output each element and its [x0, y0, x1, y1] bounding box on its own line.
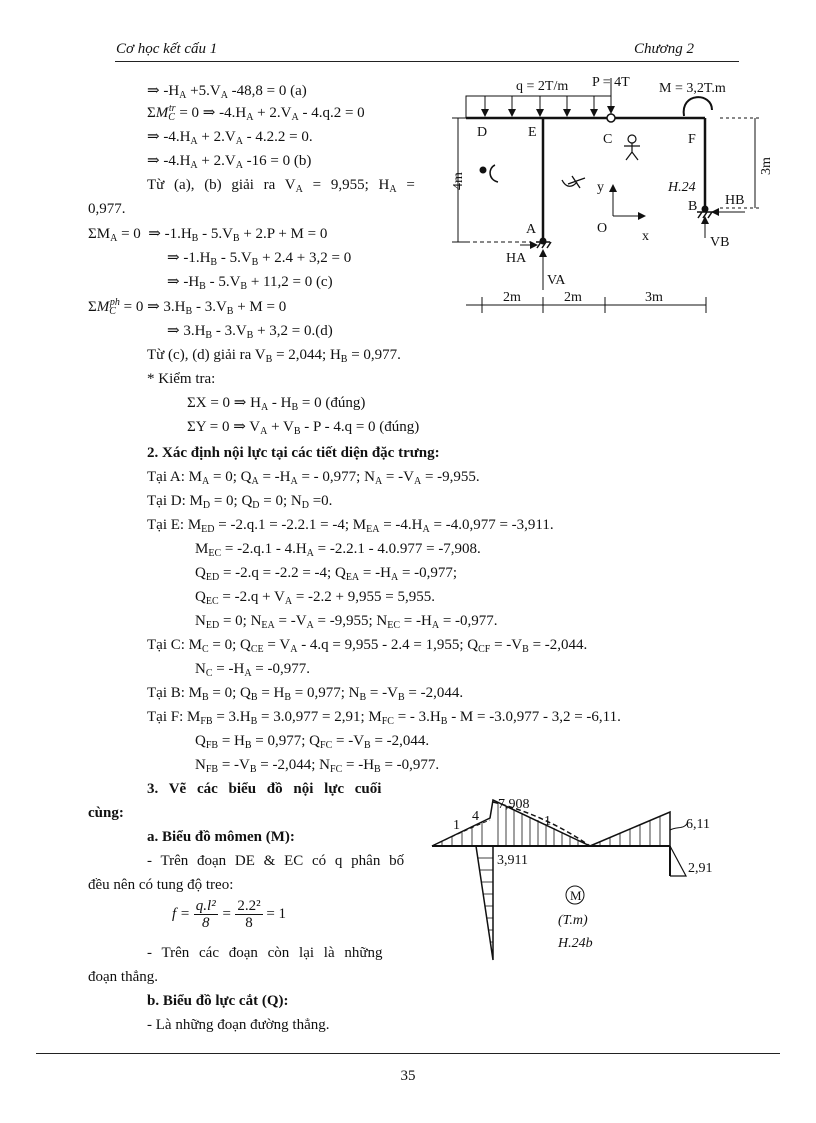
eq-d: ⇒ $3.H_B - 3.V_B + 3,2 = 0.(d)$ [167, 323, 333, 341]
moment-note-1: - Trên đoạn DE & EC có q phân bố [147, 853, 405, 869]
moment-diagram-figure [415, 790, 755, 980]
value-7908: 7,908 [498, 797, 530, 812]
unit-tm: (T.m) [558, 913, 588, 928]
moment-diagram-heading: a. Biểu đồ mômen (M): [147, 829, 295, 845]
value-1-left: 1 [453, 818, 460, 833]
moment-note-2: đều nên có tung độ treo: [88, 877, 234, 893]
label-hb: HB [725, 193, 745, 208]
check-y: ΣY = 0 ⇒ $V_A + V_B - P - 4.q = 0$ (đúng) [187, 419, 420, 437]
label-f: F [688, 132, 696, 147]
at-f-1: Tại F: $M_{FB} = 3.H_B = 3.0,977 = 2,91$; $M_{FC}$ = - $3.H_B - M = -3.0,977 - 3,2 = -6,11$. [147, 709, 621, 727]
label-d: D [477, 125, 488, 140]
header-chapter-title: Cơ học kết cấu 1 [116, 41, 218, 57]
eq-ma-num: ⇒ $-1.H_B - 5.V_B + 2.4 + 3,2 = 0$ [167, 250, 352, 268]
sag-formula: f = $\frac{\text{q.l²}}{8}$ = $\frac{\text{2.2²}}{8}$ = 1 [172, 898, 287, 931]
label-dim-3: 3m [645, 290, 663, 305]
eq-mc-left: $\Sigma M_C^{tr} = 0$ ⇒ $-4.H_A + 2.V_A - 4.q.2 = 0$ [147, 103, 365, 123]
at-f-3: $N_{FB} = -V_B = -2,044$; $N_{FC} = -H_B = -0,977$. [195, 757, 440, 775]
label-ha: HA [506, 251, 527, 266]
label-dim-2: 2m [564, 290, 582, 305]
label-p: P = 4T [592, 75, 630, 90]
at-e-1: Tại E: $M_{ED} = -2.q.1 = -2.2.1 = -4$; $M_{EA} = -4.H_A = -4.0,977 = -3,911$. [147, 517, 554, 535]
applied-moment [684, 97, 712, 116]
check-heading: * Kiểm tra: [147, 371, 216, 387]
eq-b: ⇒ $-4.H_A + 2.V_A$ -16 = 0 (b) [147, 153, 312, 171]
section-3-heading: 3. Vẽ các biểu đồ nội lực cuối [147, 781, 382, 797]
eq-mc-right: $\Sigma M_C^{ph} = 0$ ⇒ $3.H_B - 3.V_B + M = 0$ [88, 297, 287, 317]
value-3911: 3,911 [497, 853, 528, 868]
label-m: M = 3,2T.m [659, 81, 726, 96]
label-y: y [597, 180, 604, 195]
value-1-right: 1 [544, 814, 551, 829]
at-d: Tại D: $M_D = 0$; $Q_D = 0$; $N_D =0$. [147, 493, 333, 511]
label-q: q = 2T/m [516, 79, 569, 94]
moment-note-3: - Trên các đoạn còn lại là những [147, 945, 383, 961]
solve-ab-cont: 0,977. [88, 201, 126, 217]
at-a: Tại A: $M_A = 0$; $Q_A = -H_A$ = - 0,977; $N_A = -V_A = -9,955$. [147, 469, 480, 487]
check-x: ΣX = 0 ⇒ $H_A - H_B = 0$ (đúng) [187, 395, 366, 413]
at-b: Tại B: $M_B = 0$; $Q_B = H_B = 0,977$; $N_B = -V_B = -2,044$. [147, 685, 464, 703]
section-2-heading: 2. Xác định nội lực tại các tiết diện đặc trưng: [147, 445, 440, 461]
eq-ma: $\Sigma M_A = 0$ ⇒ $-1.H_B - 5.V_B + 2.P + M = 0$ [88, 226, 328, 244]
label-c: C [603, 132, 613, 147]
symbol-m: M [570, 888, 582, 903]
at-e-4: $Q_{EC} = -2.q + V_A = -2.2 + 9,955 = 5,955$. [195, 589, 435, 607]
value-611: 6,11 [686, 817, 710, 832]
at-e-2: $M_{EC} = -2.q.1 - 4.H_A = -2.2.1 - 4.0.977 = -7,908$. [195, 541, 481, 559]
shear-diagram-heading: b. Biểu đồ lực cắt (Q): [147, 993, 289, 1009]
at-c-2: $N_C = -H_A = -0,977$. [195, 661, 311, 679]
header-chapter-number: Chương 2 [634, 41, 694, 57]
frame-structure-figure [440, 70, 780, 320]
header-rule [115, 61, 739, 62]
footer-rule [36, 1053, 780, 1054]
at-c-1: Tại C: $M_C = 0$; $Q_{CE} = V_A - 4.q = 9,955 - 2.4 = 1,955$; $Q_{CF} = -V_B = -2,044$. [147, 637, 588, 655]
caption-h24: H.24 [668, 180, 696, 195]
value-4: 4 [472, 809, 479, 824]
at-e-3: $Q_{ED} = -2.q = -2.2 = -4$; $Q_{EA} = -H_A = -0,977$; [195, 565, 458, 583]
label-x: x [642, 229, 649, 244]
solve-ab: Từ (a), (b) giải ra $V_A = 9,955$; $H_A$ = [147, 177, 415, 195]
hinge-c [607, 114, 615, 122]
section-3-heading-cont: cùng: [88, 805, 124, 821]
label-b: B [688, 199, 698, 214]
shear-note: - Là những đoạn đường thẳng. [147, 1017, 330, 1033]
label-e: E [528, 125, 537, 140]
moment-note-4: đoạn thẳng. [88, 969, 158, 985]
distributed-load [466, 96, 611, 118]
eq-c: ⇒ $-H_B - 5.V_B + 11,2 = 0$ (c) [167, 274, 333, 292]
label-vb: VB [710, 235, 730, 250]
label-3m: 3m [759, 157, 774, 175]
at-e-5: $N_{ED} = 0$; $N_{EA} = -V_A = -9,955$; $N_{EC} = -H_A = -0,977$. [195, 613, 498, 631]
label-dim-1: 2m [503, 290, 521, 305]
label-o: O [597, 221, 608, 236]
value-291: 2,91 [688, 861, 713, 876]
page-number: 35 [400, 1068, 416, 1084]
eq-mc-left-num: ⇒ $-4.H_A + 2.V_A - 4.2.2 = 0$. [147, 129, 313, 147]
at-f-2: $Q_{FB} = H_B = 0,977$; $Q_{FC} = -V_B = -2,044$. [195, 733, 430, 751]
caption-h24b: H.24b [558, 936, 593, 951]
label-4m: 4m [451, 172, 466, 190]
label-a: A [526, 222, 537, 237]
eq-a: ⇒ $-H_A +5.V_A$ -48,8 = 0 (a) [147, 83, 307, 101]
label-va: VA [547, 273, 566, 288]
solve-cd: Từ (c), (d) giải ra $V_B = 2,044$; $H_B = 0,977$. [147, 347, 401, 365]
